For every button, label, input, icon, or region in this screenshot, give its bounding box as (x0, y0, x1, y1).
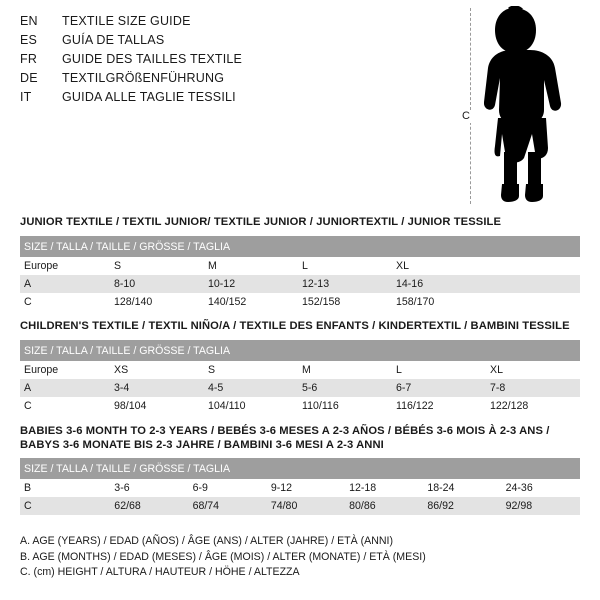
cell (486, 257, 580, 275)
cell: 12-18 (345, 479, 423, 497)
row-label: C (20, 497, 110, 515)
cell: 62/68 (110, 497, 188, 515)
cell: 24-36 (502, 479, 580, 497)
cell: 10-12 (204, 275, 298, 293)
language-title: GUIDA ALLE TAGLIE TESSILI (62, 90, 236, 104)
table-row (20, 361, 580, 379)
cell: 152/158 (298, 293, 392, 311)
cell: 116/122 (392, 397, 486, 415)
cell (486, 275, 580, 293)
cell: XS (110, 361, 204, 379)
language-code: ES (20, 33, 38, 47)
legend-line-b: B. AGE (MONTHS) / EDAD (MESES) / ÂGE (MOIS) / ALTER (MONATE) / ETÀ (MESI) (20, 550, 426, 563)
section-title-babies (20, 424, 549, 452)
cell: 8-10 (110, 275, 204, 293)
legend-line-a: A. AGE (YEARS) / EDAD (AÑOS) / ÂGE (ANS) / ALTER (JAHRE) / ETÀ (ANNI) (20, 535, 393, 547)
cell: 86/92 (423, 497, 501, 515)
cell: 98/104 (110, 397, 204, 415)
table-header-row (20, 458, 580, 479)
language-code: FR (20, 52, 38, 66)
cell: 6-7 (392, 379, 486, 397)
cell: S (110, 257, 204, 275)
cell: 140/152 (204, 293, 298, 311)
cell: 158/170 (392, 293, 486, 311)
table-header-row (20, 340, 580, 361)
cell: 12-13 (298, 275, 392, 293)
section-title-junior: JUNIOR TEXTILE / TEXTIL JUNIOR/ TEXTILE JUNIOR / JUNIORTEXTIL / JUNIOR TESSILE (20, 216, 502, 228)
section-title-babies-line1: BABIES 3-6 MONTH TO 2-3 YEARS / BEBÉS 3-6 MESES A 2-3 AÑOS / BÉBÉS 3-6 MOIS À 2-3 ANS / (20, 425, 550, 437)
language-row (20, 52, 440, 71)
cell: XL (486, 361, 580, 379)
table-header-row (20, 236, 580, 257)
row-label: A (20, 379, 110, 397)
cell: 80/86 (345, 497, 423, 515)
table-row (20, 257, 580, 275)
height-measurement-figure (448, 6, 594, 206)
table-header-label: SIZE / TALLA / TAILLE / GRÖSSE / TAGLIA (20, 236, 580, 257)
legend-line-c: C. (cm) HEIGHT / ALTURA / HAUTEUR / HÖHE / ALTEZZA (20, 566, 300, 578)
language-row (20, 14, 440, 33)
language-code: DE (20, 71, 38, 85)
table-row (20, 379, 580, 397)
table-row (20, 275, 580, 293)
cell: XL (392, 257, 486, 275)
measure-dashed-line (470, 8, 471, 204)
cell (486, 293, 580, 311)
table-header-label: SIZE / TALLA / TAILLE / GRÖSSE / TAGLIA (20, 458, 580, 479)
legend-block (20, 534, 580, 581)
table-row (20, 397, 580, 415)
language-row (20, 71, 440, 90)
language-title-list (20, 14, 440, 109)
section-title-children: CHILDREN'S TEXTILE / TEXTIL NIÑO/A / TEXTILE DES ENFANTS / KINDERTEXTIL / BAMBINI TESSILE (20, 320, 570, 332)
row-label: Europe (20, 361, 110, 379)
cell: 6-9 (189, 479, 267, 497)
babies-size-table (20, 458, 580, 515)
language-code: EN (20, 14, 38, 28)
cell: L (298, 257, 392, 275)
cell: 5-6 (298, 379, 392, 397)
language-title: GUÍA DE TALLAS (62, 33, 165, 47)
junior-size-table (20, 236, 580, 311)
cell: 3-4 (110, 379, 204, 397)
cell: M (298, 361, 392, 379)
cell: 68/74 (189, 497, 267, 515)
language-code: IT (20, 90, 32, 104)
row-label: B (20, 479, 110, 497)
language-title: TEXTILE SIZE GUIDE (62, 14, 191, 28)
measure-label-c: C (462, 110, 470, 122)
cell: 122/128 (486, 397, 580, 415)
cell: 9-12 (267, 479, 345, 497)
language-row (20, 33, 440, 52)
children-size-table (20, 340, 580, 415)
cell: 4-5 (204, 379, 298, 397)
section-title-babies-line2: BABYS 3-6 MONATE BIS 2-3 JAHRE / BAMBINI 3-6 MESI A 2-3 ANNI (20, 439, 384, 451)
cell: 110/116 (298, 397, 392, 415)
language-title: GUIDE DES TAILLES TEXTILE (62, 52, 243, 66)
table-row (20, 293, 580, 311)
cell: 14-16 (392, 275, 486, 293)
row-label: C (20, 397, 110, 415)
row-label: Europe (20, 257, 110, 275)
cell: 92/98 (502, 497, 580, 515)
cell: 18-24 (423, 479, 501, 497)
table-row (20, 479, 580, 497)
row-label: C (20, 293, 110, 311)
table-row (20, 497, 580, 515)
table-header-label: SIZE / TALLA / TAILLE / GRÖSSE / TAGLIA (20, 340, 580, 361)
language-row (20, 90, 440, 109)
language-title: TEXTILGRÖßENFÜHRUNG (62, 71, 225, 85)
row-label: A (20, 275, 110, 293)
cell: S (204, 361, 298, 379)
cell: 3-6 (110, 479, 188, 497)
cell: 128/140 (110, 293, 204, 311)
cell: L (392, 361, 486, 379)
toddler-silhouette-icon (484, 6, 594, 206)
cell: 74/80 (267, 497, 345, 515)
cell: 7-8 (486, 379, 580, 397)
cell: M (204, 257, 298, 275)
cell: 104/110 (204, 397, 298, 415)
